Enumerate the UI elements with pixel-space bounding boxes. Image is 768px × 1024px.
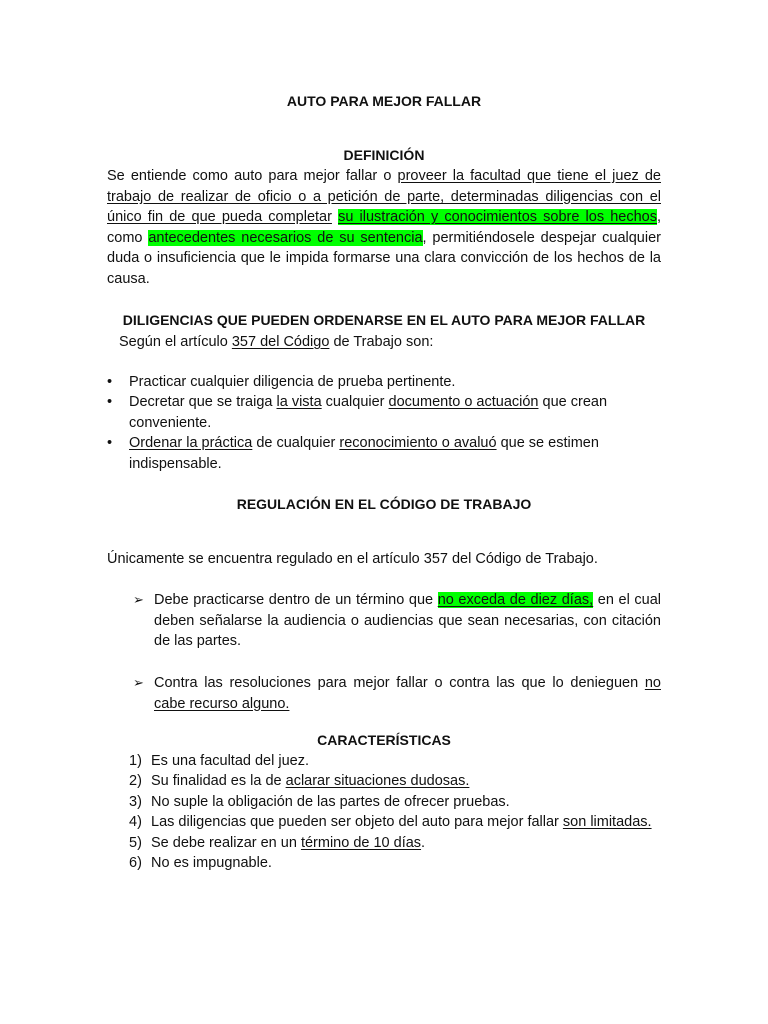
list-item-underlined: la vista [276, 394, 322, 411]
list-item [129, 833, 669, 853]
arrow-bullet-icon: ➢ [133, 675, 144, 690]
list-number: 4) [129, 814, 142, 831]
list-item-text: Practicar cualquier diligencia de prueba pertinente. [129, 374, 456, 390]
list-item-text: Se debe realizar en un [151, 834, 301, 851]
list-item-text: que se estimen indispensable. [129, 435, 599, 472]
bullet-icon: • [107, 435, 113, 452]
list-item [129, 812, 669, 832]
definicion-text-3: , como [107, 209, 662, 246]
list-item-text: cualquier [321, 394, 389, 411]
list-item-underlined: aclarar situaciones dudosas. [285, 773, 470, 790]
list-item [129, 751, 669, 771]
definicion-text-1: Se entiende como auto para mejor fallar o [107, 168, 398, 184]
list-item [129, 853, 669, 873]
document-title: AUTO PARA MEJOR FALLAR [286, 93, 482, 109]
list-item [107, 433, 661, 474]
diligencias-heading: DILIGENCIAS QUE PUEDEN ORDENARSE EN EL AUTO PARA MEJOR FALLAR [122, 312, 646, 328]
arrow-item-text-1: Debe practicarse dentro de un término que [154, 592, 438, 608]
arrow-item-text-2: en el cual deben señalarse la audiencia o audiencias que sean necesarias, con citación de las partes. [154, 592, 661, 650]
list-item-text: de cualquier [252, 435, 340, 452]
list-item-underlined: son limitadas. [562, 814, 652, 831]
bullet-icon: • [107, 394, 113, 411]
diligencias-intro-text-1: Según el artículo [119, 334, 232, 350]
arrow-bullet-icon: ➢ [133, 592, 144, 607]
list-number: 1) [129, 753, 142, 769]
diligencias-intro [119, 332, 433, 352]
list-item-text: . [421, 834, 426, 851]
list-item-text: No suple la obligación de las partes de ofrecer pruebas. [151, 793, 510, 810]
arrow-item-text [133, 590, 661, 652]
list-item [129, 771, 669, 791]
bullet-icon: • [107, 374, 113, 390]
definicion-text-4: , permitiéndosele despejar cualquier duda o insuficiencia que le impida formarse una clara convicción de los hechos de la causa. [107, 229, 661, 287]
definicion-heading: DEFINICIÓN [343, 147, 425, 163]
list-item [107, 392, 661, 433]
list-item [107, 372, 661, 392]
arrow-item-text [133, 673, 661, 714]
regulacion-arrow-item-1 [133, 590, 661, 652]
arrow-item-underlined: no cabe recurso alguno. [154, 675, 661, 712]
caracteristicas-list [129, 751, 669, 873]
list-item-underlined: documento o actuación [388, 394, 539, 411]
diligencias-intro-text-2: de Trabajo son: [329, 334, 434, 350]
list-item-text: que crean conveniente. [129, 394, 608, 431]
list-number: 3) [129, 793, 142, 810]
diligencias-intro-underlined: 357 del Código [231, 334, 330, 350]
list-item-text: Decretar que se traiga [129, 394, 277, 411]
list-item-text: Su finalidad es la de [151, 773, 286, 790]
diligencias-list [107, 372, 661, 474]
definicion-highlight-2: antecedentes necesarios de su sentencia [148, 229, 423, 246]
definicion-underlined-1: proveer la facultad que tiene el juez de trabajo de realizar de oficio o a petición de parte, determinadas diligencias con el único fin de que pueda completar [107, 168, 661, 226]
list-item-underlined: reconocimiento o avaluó [339, 435, 497, 452]
list-number: 6) [129, 855, 142, 872]
arrow-item-highlight: no exceda de diez días, [437, 592, 594, 608]
regulacion-arrow-item-2 [133, 673, 661, 714]
regulacion-heading: REGULACIÓN EN EL CÓDIGO DE TRABAJO [236, 496, 532, 512]
definicion-paragraph [107, 166, 661, 290]
caracteristicas-heading: CARACTERÍSTICAS [317, 732, 451, 748]
arrow-item-text-1: Contra las resoluciones para mejor fallar o contra las que lo denieguen [154, 675, 645, 691]
list-item-underlined: Ordenar la práctica [129, 435, 253, 452]
list-item-text: No es impugnable. [151, 855, 272, 872]
list-item-underlined: término de 10 días [300, 834, 422, 851]
list-item [129, 792, 669, 812]
list-item-text: Es una facultad del juez. [151, 753, 309, 769]
definicion-highlight-1: su ilustración y conocimientos sobre los hechos [338, 209, 657, 226]
list-number: 5) [129, 834, 142, 851]
regulacion-intro: Únicamente se encuentra regulado en el artículo 357 del Código de Trabajo. [107, 551, 598, 567]
list-number: 2) [129, 773, 142, 790]
list-item-text: Las diligencias que pueden ser objeto del auto para mejor fallar [151, 814, 563, 831]
